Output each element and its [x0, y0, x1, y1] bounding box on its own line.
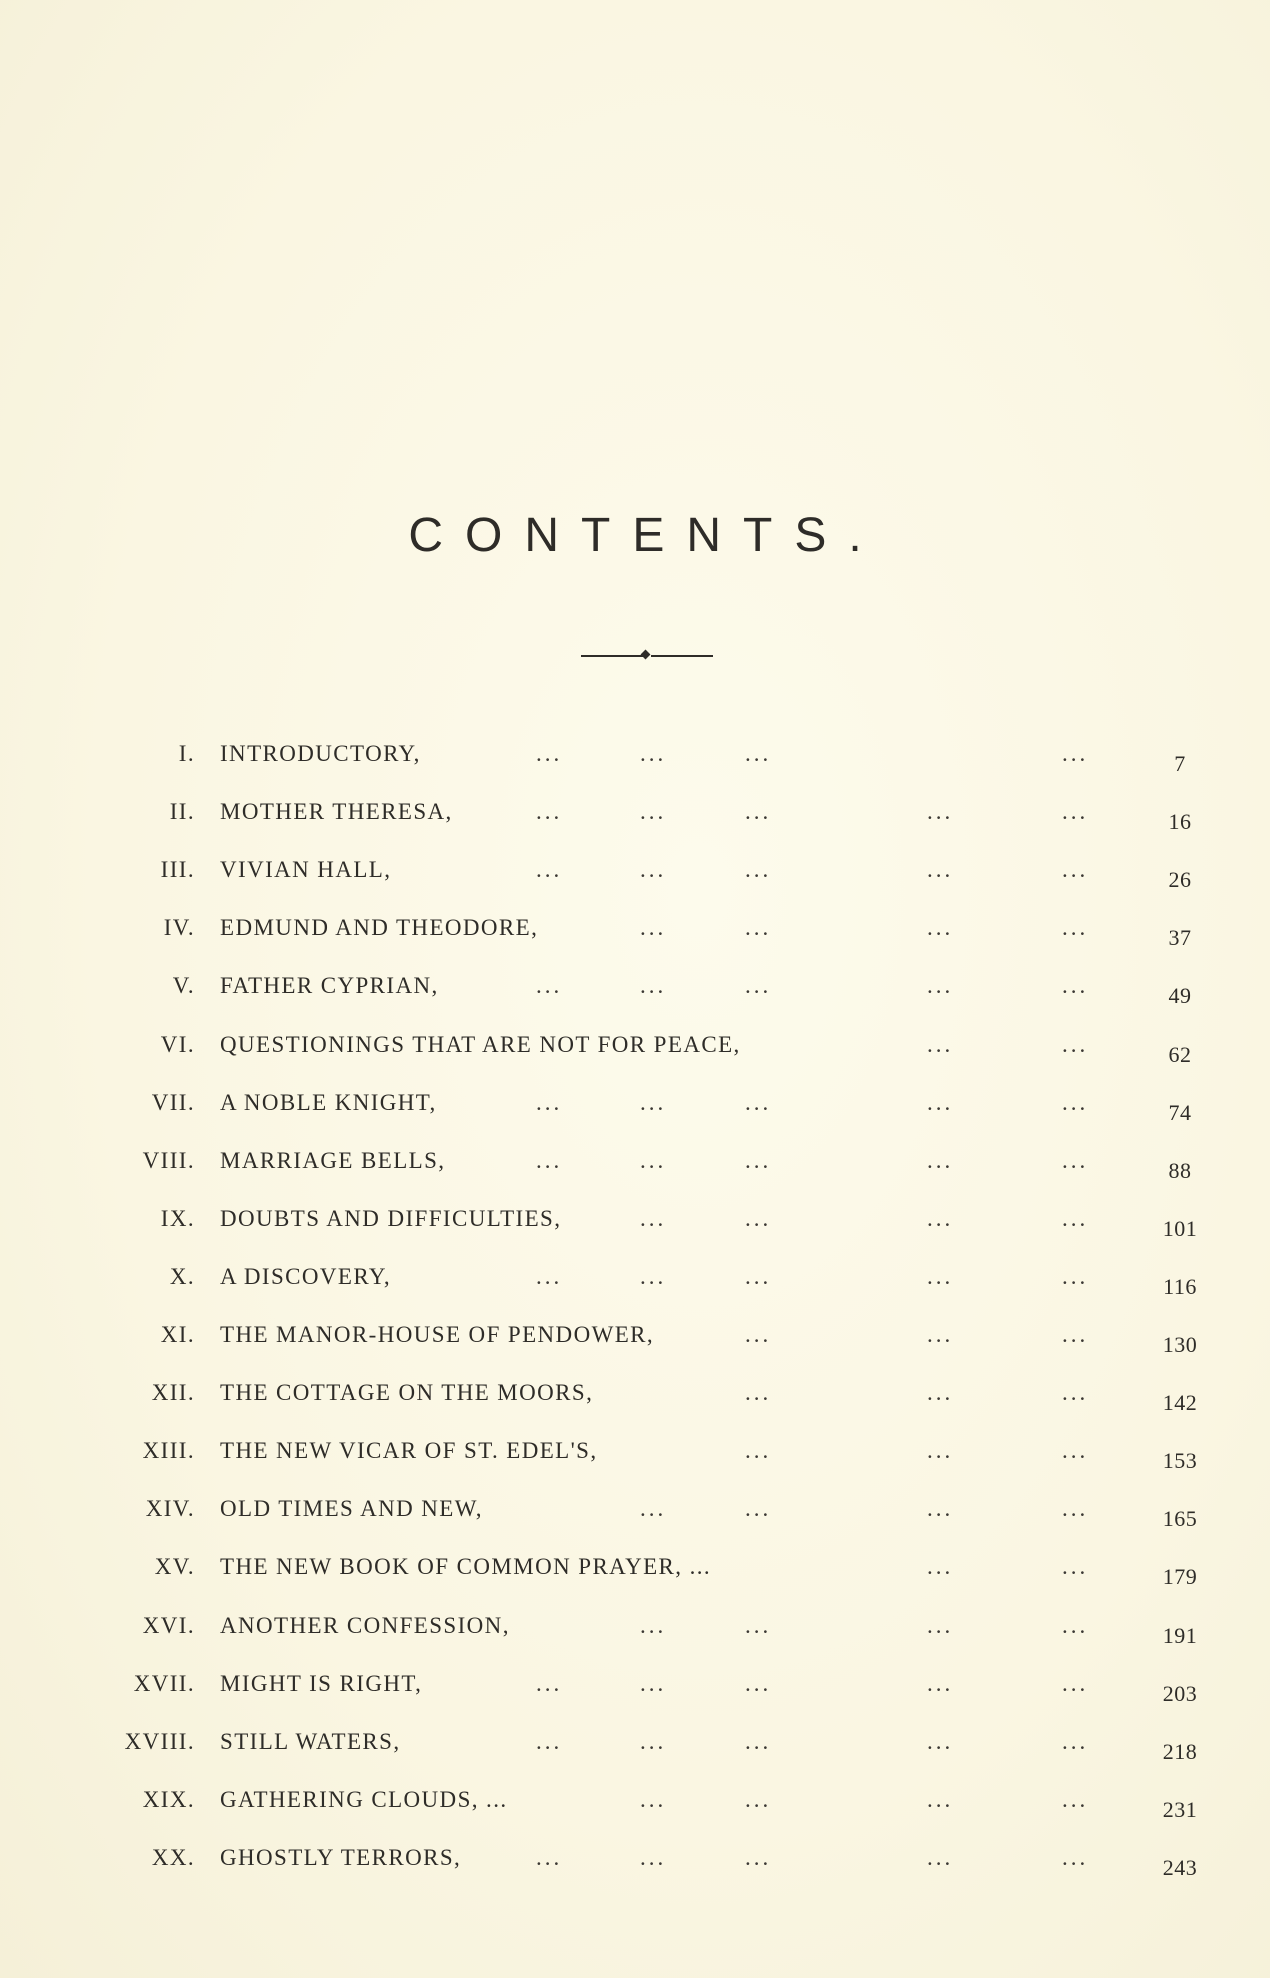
- chapter-title: OLD TIMES AND NEW,: [220, 1496, 483, 1521]
- leader-dots: ...: [1062, 1554, 1089, 1579]
- toc-entry: [0, 1845, 1270, 1885]
- chapter-number: VI.: [160, 1032, 195, 1057]
- page-number: 49: [1168, 983, 1192, 1008]
- chapter-number: XIII.: [142, 1438, 195, 1463]
- leader-dots: ...: [927, 1032, 954, 1057]
- page-number: 62: [1168, 1042, 1192, 1067]
- toc-entry: [0, 1032, 1270, 1072]
- leader-dots: ...: [745, 1090, 772, 1115]
- chapter-number: II.: [169, 799, 195, 824]
- chapter-title: STILL WATERS,: [220, 1729, 401, 1754]
- leader-dots: ...: [927, 1845, 954, 1870]
- leader-dots: ...: [640, 799, 667, 824]
- leader-dots: ...: [640, 1264, 667, 1289]
- leader-dots: ...: [1062, 1613, 1089, 1638]
- chapter-title: THE COTTAGE ON THE MOORS,: [220, 1380, 594, 1405]
- leader-dots: ...: [640, 857, 667, 882]
- chapter-title: DOUBTS AND DIFFICULTIES,: [220, 1206, 562, 1231]
- leader-dots: ...: [927, 1380, 954, 1405]
- page-number: 165: [1162, 1506, 1198, 1531]
- leader-dots: ...: [927, 1206, 954, 1231]
- page-number: 130: [1162, 1332, 1198, 1357]
- leader-dots: ...: [745, 1787, 772, 1812]
- chapter-number: V.: [172, 973, 195, 998]
- toc-entry: [0, 1671, 1270, 1711]
- leader-dots: ...: [640, 915, 667, 940]
- leader-dots: ...: [927, 1264, 954, 1289]
- chapter-number: I.: [178, 741, 195, 766]
- chapter-title: ANOTHER CONFESSION,: [220, 1613, 510, 1638]
- leader-dots: ...: [927, 1322, 954, 1347]
- chapter-number: XIX.: [142, 1787, 195, 1812]
- chapter-title: MARRIAGE BELLS,: [220, 1148, 446, 1173]
- leader-dots: ...: [536, 1671, 563, 1696]
- leader-dots: ...: [536, 741, 563, 766]
- leader-dots: ...: [536, 1845, 563, 1870]
- leader-dots: ...: [1062, 973, 1089, 998]
- leader-dots: ...: [1062, 1090, 1089, 1115]
- toc-entry: [0, 799, 1270, 839]
- leader-dots: ...: [745, 1148, 772, 1173]
- chapter-number: III.: [160, 857, 195, 882]
- toc-entry: [0, 973, 1270, 1013]
- toc-entry: [0, 1264, 1270, 1304]
- leader-dots: ...: [927, 1613, 954, 1638]
- leader-dots: ...: [1062, 1845, 1089, 1870]
- leader-dots: ...: [745, 799, 772, 824]
- leader-dots: ...: [1062, 915, 1089, 940]
- leader-dots: ...: [1062, 1322, 1089, 1347]
- toc-entry: [0, 1554, 1270, 1594]
- leader-dots: ...: [927, 857, 954, 882]
- leader-dots: ...: [745, 1380, 772, 1405]
- leader-dots: ...: [1062, 1032, 1089, 1057]
- chapter-number: VII.: [151, 1090, 195, 1115]
- toc-entry: [0, 1729, 1270, 1769]
- leader-dots: ...: [745, 973, 772, 998]
- leader-dots: ...: [536, 1729, 563, 1754]
- page-number: 243: [1162, 1855, 1198, 1880]
- leader-dots: ...: [1062, 1787, 1089, 1812]
- page-number: 218: [1162, 1739, 1198, 1764]
- chapter-title: INTRODUCTORY,: [220, 741, 421, 766]
- leader-dots: ...: [1062, 1206, 1089, 1231]
- leader-dots: ...: [536, 799, 563, 824]
- leader-dots: ...: [745, 741, 772, 766]
- toc-entry: [0, 1496, 1270, 1536]
- toc-entry: [0, 741, 1270, 781]
- leader-dots: ...: [1062, 1729, 1089, 1754]
- chapter-number: IX.: [160, 1206, 195, 1231]
- toc-entry: [0, 915, 1270, 955]
- leader-dots: ...: [536, 1148, 563, 1173]
- chapter-title: THE NEW VICAR OF ST. EDEL'S,: [220, 1438, 598, 1463]
- leader-dots: ...: [1062, 857, 1089, 882]
- chapter-number: IV.: [163, 915, 195, 940]
- chapter-title: GHOSTLY TERRORS,: [220, 1845, 462, 1870]
- leader-dots: ...: [745, 1438, 772, 1463]
- leader-dots: ...: [640, 1671, 667, 1696]
- page-number: 16: [1168, 809, 1192, 834]
- ornament-rule-icon: [581, 651, 713, 661]
- leader-dots: ...: [640, 1613, 667, 1638]
- chapter-number: X.: [169, 1264, 195, 1289]
- toc-entry: [0, 1438, 1270, 1478]
- toc-entry: [0, 1787, 1270, 1827]
- toc-entry: [0, 1090, 1270, 1130]
- chapter-number: XV.: [154, 1554, 195, 1579]
- leader-dots: ...: [927, 799, 954, 824]
- leader-dots: ...: [745, 915, 772, 940]
- leader-dots: ...: [640, 1845, 667, 1870]
- toc-entry: [0, 1380, 1270, 1420]
- leader-dots: ...: [1062, 1671, 1089, 1696]
- chapter-title: QUESTIONINGS THAT ARE NOT FOR PEACE,: [220, 1032, 741, 1057]
- leader-dots: ...: [1062, 1438, 1089, 1463]
- leader-dots: ...: [640, 973, 667, 998]
- chapter-title: EDMUND AND THEODORE,: [220, 915, 539, 940]
- leader-dots: ...: [536, 1090, 563, 1115]
- leader-dots: ...: [640, 1090, 667, 1115]
- chapter-number: XVIII.: [124, 1729, 195, 1754]
- page-title: CONTENTS.: [408, 509, 884, 562]
- toc-entry: [0, 1206, 1270, 1246]
- leader-dots: ...: [536, 1264, 563, 1289]
- leader-dots: ...: [745, 1671, 772, 1696]
- leader-dots: ...: [745, 1206, 772, 1231]
- chapter-title: A NOBLE KNIGHT,: [220, 1090, 437, 1115]
- page-number: 101: [1162, 1216, 1198, 1241]
- leader-dots: ...: [1062, 1148, 1089, 1173]
- chapter-title: THE NEW BOOK OF COMMON PRAYER, ...: [220, 1554, 712, 1579]
- page-number: 153: [1162, 1448, 1198, 1473]
- leader-dots: ...: [640, 1787, 667, 1812]
- leader-dots: ...: [1062, 741, 1089, 766]
- chapter-title: VIVIAN HALL,: [220, 857, 392, 882]
- chapter-number: XVII.: [133, 1671, 195, 1696]
- page-number: 231: [1162, 1797, 1198, 1822]
- page-number: 116: [1163, 1274, 1197, 1299]
- toc-entry: [0, 1148, 1270, 1188]
- chapter-number: VIII.: [142, 1148, 195, 1173]
- leader-dots: ...: [1062, 1380, 1089, 1405]
- leader-dots: ...: [1062, 1264, 1089, 1289]
- leader-dots: ...: [927, 1787, 954, 1812]
- leader-dots: ...: [745, 1264, 772, 1289]
- leader-dots: ...: [927, 973, 954, 998]
- leader-dots: ...: [927, 1438, 954, 1463]
- page-number: 74: [1168, 1100, 1192, 1125]
- page-number: 191: [1162, 1623, 1198, 1648]
- leader-dots: ...: [745, 1613, 772, 1638]
- chapter-title: MOTHER THERESA,: [220, 799, 453, 824]
- leader-dots: ...: [640, 1148, 667, 1173]
- leader-dots: ...: [640, 1206, 667, 1231]
- page-number: 88: [1168, 1158, 1192, 1183]
- leader-dots: ...: [927, 1090, 954, 1115]
- chapter-number: XX.: [151, 1845, 195, 1870]
- page-number: 203: [1162, 1681, 1198, 1706]
- chapter-title: FATHER CYPRIAN,: [220, 973, 439, 998]
- leader-dots: ...: [745, 1729, 772, 1754]
- leader-dots: ...: [640, 741, 667, 766]
- page-number: 179: [1162, 1564, 1198, 1589]
- leader-dots: ...: [640, 1496, 667, 1521]
- chapter-title: A DISCOVERY,: [220, 1264, 392, 1289]
- chapter-title: MIGHT IS RIGHT,: [220, 1671, 423, 1696]
- toc-entry: [0, 1613, 1270, 1653]
- leader-dots: ...: [745, 1322, 772, 1347]
- leader-dots: ...: [927, 1729, 954, 1754]
- page-number: 37: [1168, 925, 1192, 950]
- chapter-title: GATHERING CLOUDS, ...: [220, 1787, 508, 1812]
- leader-dots: ...: [1062, 1496, 1089, 1521]
- chapter-number: XI.: [160, 1322, 195, 1347]
- leader-dots: ...: [1062, 799, 1089, 824]
- page-number: 142: [1162, 1390, 1198, 1415]
- chapter-number: XVI.: [142, 1613, 195, 1638]
- leader-dots: ...: [640, 1729, 667, 1754]
- leader-dots: ...: [745, 1845, 772, 1870]
- chapter-number: XII.: [151, 1380, 195, 1405]
- toc-entry: [0, 857, 1270, 897]
- toc-entry: [0, 1322, 1270, 1362]
- leader-dots: ...: [927, 1671, 954, 1696]
- leader-dots: ...: [745, 1496, 772, 1521]
- chapter-number: XIV.: [145, 1496, 195, 1521]
- page-number: 7: [1174, 751, 1186, 776]
- leader-dots: ...: [745, 857, 772, 882]
- chapter-title: THE MANOR-HOUSE OF PENDOWER,: [220, 1322, 655, 1347]
- leader-dots: ...: [536, 857, 563, 882]
- leader-dots: ...: [927, 1496, 954, 1521]
- leader-dots: ...: [927, 1554, 954, 1579]
- leader-dots: ...: [536, 973, 563, 998]
- leader-dots: ...: [927, 915, 954, 940]
- page-number: 26: [1168, 867, 1192, 892]
- leader-dots: ...: [927, 1148, 954, 1173]
